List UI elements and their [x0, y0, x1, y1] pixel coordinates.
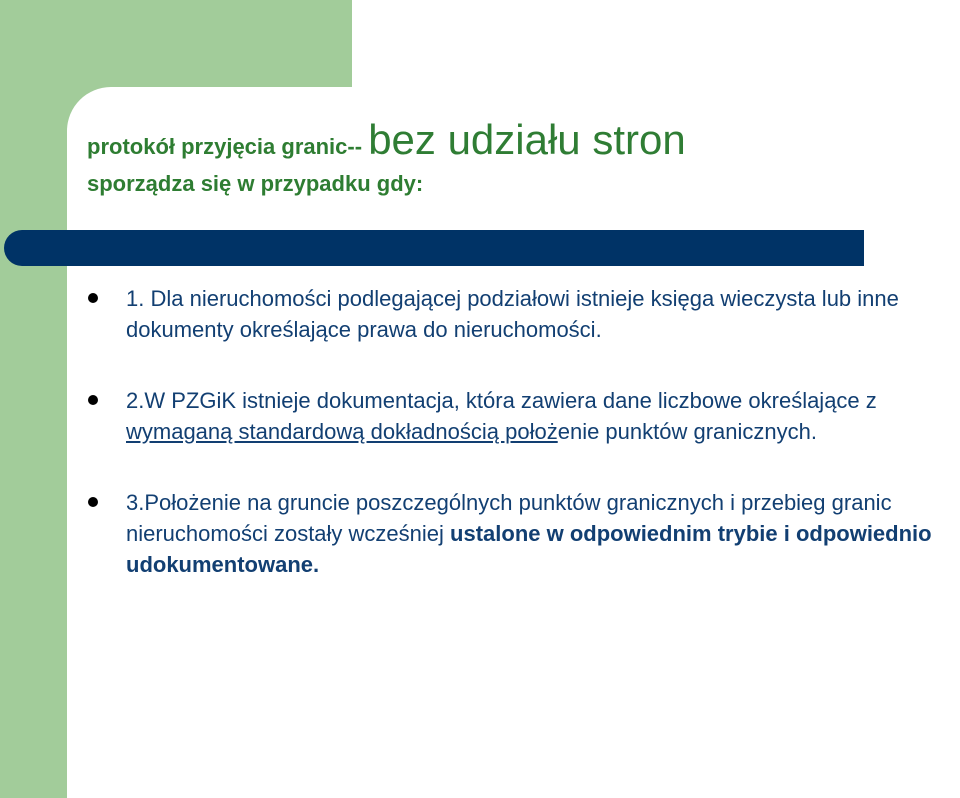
bullet-item-1 — [88, 283, 958, 345]
bullet-2-underlined-text: wymaganą standardową dokładnością położ — [126, 419, 558, 444]
title-large-text: bez udziału stron — [368, 116, 686, 163]
bullet-3-text-part-1: 3.Położenie na gruncie poszczególnych punktów granicznych i przebieg granic nieruchomości zostały wcześniej — [126, 490, 892, 546]
bullet-dot-icon — [88, 395, 98, 405]
slide-title — [87, 118, 907, 197]
title-line-1 — [87, 118, 907, 169]
bullet-item-2 — [88, 385, 958, 447]
bullet-dot-icon — [88, 293, 98, 303]
bullet-2-text-part-2: enie punktów granicznych. — [557, 419, 817, 444]
bullet-dot-icon — [88, 497, 98, 507]
navy-divider-bar — [4, 230, 864, 266]
bullet-list — [88, 283, 958, 580]
bullet-1-text: 1. Dla nieruchomości podlegającej podziałowi istnieje księga wieczysta lub inne dokumenty określające prawa do nieruchomości. — [126, 286, 899, 342]
title-prefix: protokół przyjęcia granic-- — [87, 134, 363, 159]
bullet-3-bold-text: ustalone w odpowiednim trybie i odpowiednio udokumentowane. — [126, 521, 932, 577]
bullet-2-text-part-1: 2.W PZGiK istnieje dokumentacja, która zawiera dane liczbowe określające z — [126, 388, 877, 413]
title-line-2: sporządza się w przypadku gdy: — [87, 171, 424, 196]
bullet-item-3 — [88, 487, 958, 580]
